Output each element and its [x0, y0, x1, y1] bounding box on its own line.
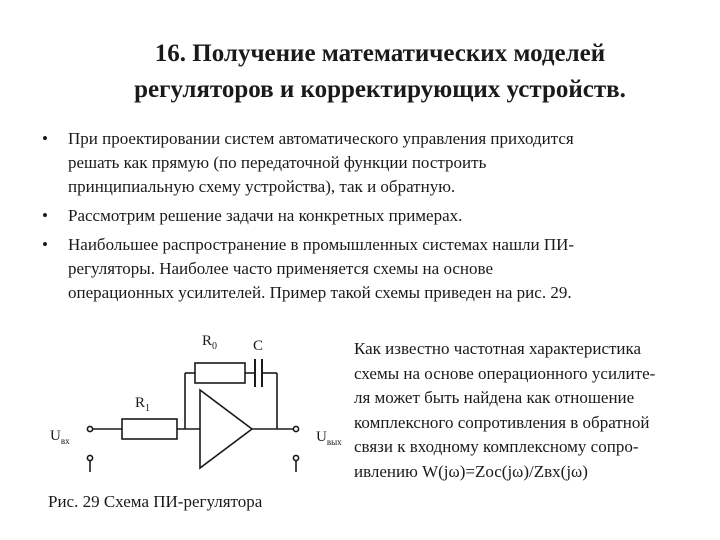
r0-label: $R_0$ [202, 333, 218, 352]
r1-resistor [122, 419, 177, 439]
bullet-3-line-2: регуляторы. Наиболее часто применяется схемы на основе [68, 259, 493, 278]
slide-title-line-1: 16. Получение математических моделей [154, 40, 606, 67]
output-voltage-label: $U_{вых}$ [316, 429, 342, 447]
input-terminal [87, 426, 92, 431]
paragraph-line-4: комплексного сопротивления в обратной [354, 412, 650, 432]
bullet-3-line-1: Наибольшее распространение в промышленных системах нашли ПИ- [68, 235, 575, 254]
frequency-response-paragraph [354, 337, 714, 484]
paragraph-line-3: ля может быть найдена как отношение [354, 388, 635, 407]
bullet-dot: • [42, 206, 48, 225]
bullet-dot: • [42, 129, 48, 148]
c-label: C [253, 338, 264, 354]
paragraph-line-6: ивлению W(jω)=Zос(jω)/Zвх(jω) [354, 461, 588, 481]
input-ground-terminal [87, 455, 92, 460]
bullet-dot: • [42, 235, 48, 254]
bullet-2-line-1: Рассмотрим решение задачи на конкретных примерах. [68, 206, 463, 225]
bullet-1-line-3: принципиальную схему устройства), так и обратную. [68, 177, 456, 196]
bullet-1-line-1: При проектировании систем автоматического управления приходится [68, 129, 574, 148]
slide-title-line-2: регуляторов и корректирующих устройств. [134, 76, 626, 103]
figure-caption: Рис. 29 Схема ПИ-регулятора [48, 492, 263, 511]
paragraph-line-5: связи к входному комплексному сопро- [354, 437, 639, 456]
input-voltage-label: $U_{вх}$ [50, 428, 70, 446]
r1-label: $R_1$ [135, 395, 151, 414]
output-terminal [293, 426, 298, 431]
output-ground-terminal [293, 455, 298, 460]
op-amp [200, 390, 252, 468]
paragraph-line-2: схемы на основе операционного усилите- [354, 363, 656, 383]
bullet-1-line-2: решать как прямую (по передаточной функции построить [68, 153, 487, 172]
paragraph-line-1: Как известно частотная характеристика [354, 339, 642, 358]
bullet-3-line-3: операционных усилителей. Пример такой схемы приведен на рис. 29. [68, 283, 572, 302]
r0-resistor [195, 363, 245, 383]
